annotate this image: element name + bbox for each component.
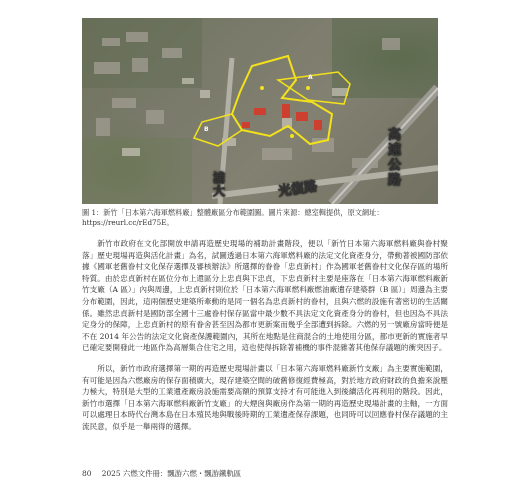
map-label-guangfu-road: 光復路	[277, 179, 319, 200]
aerial-photo	[82, 18, 438, 204]
zone-tag-b: B	[204, 126, 209, 133]
figure-caption: 圖 1：新竹「日本第六海軍燃料廠」整體廠區分布範圍圖。圖片來源：總室輯提供，原文網址：https://reurl.cc/rEd75E。	[82, 208, 384, 227]
aerial-map-figure	[82, 18, 438, 204]
zone-tag-a: A	[308, 74, 313, 81]
body-text	[82, 238, 448, 442]
page-footer	[82, 468, 241, 479]
paragraph: 所以，新竹市政府選擇第一期的再造歷史現場計畫以「日本第六海軍燃料廠新竹支廠」為主要實施範圍，有可能是因為六燃廠房的保存面積廣大，現存建築空間的破舊修復經費極高，對於地方政府財政的負擔來說壓力極大，特別是大型的工業遺產廠房設施需要高額的預算支持才有可能進入到後續活化再利用的階段。因此，新竹市選擇「日本第六海軍燃料廠新竹支廠」的大煙囪與廠房作為第一期的再造歷史現場計畫的主軸，一方面可以處理日本時代台灣本島在日本殖民地與戰後時期的工業遺產保存課題，也同時可以回應眷村保存議題的主流民意，似乎是一舉兩得的選擇。	[82, 363, 448, 431]
map-label-highway: 高速公路	[388, 128, 402, 188]
running-title: 2025 六燃文件冊：飄游六燃・飄游鐵軌區	[101, 469, 242, 478]
paragraph: 新竹市政府在文化部開放申請再造歷史現場的補助計畫階段，便以「新竹日本第六海軍燃料廠與眷村聚落」歷史現場再造與活化計畫」為名，試圖透過日本第六海軍燃料廠的法定文化資產身分，帶動著被國防部依據《國軍老舊眷村文化保存選擇及審核辦法》所選擇的眷眷「忠貞新村」作為國軍老舊眷村文化保存區的場所特質。由於忠貞新村在區位分布上還區分上忠貞與下忠貞，下忠貞新村主要是座落在「日本第六海軍燃料廠新竹支廠（A 區）」內與周邊，上忠貞新村則位於「日本第六海軍燃料廠燃油廠遺存建築群（B 區）」周邊為主要分布範圍，因此，這兩個歷史建築所牽動的是同一個名為忠貞新村的眷村，且與六燃的設施有著密切的生活關係。雖然忠貞新村是國防部全國十三處眷村保存區當中最少數不具法定文化資產身分的眷村，但也因為不具法定身分的保障，上忠貞新村的原有眷舍甚至因為都市更新案而幾乎全部遭到拆除。六燃的另一號廠房當時便是不在 2014 年公告的法定文化資產保護範圍內，其所在地點是住商混合的土地使用分區，都市更新的實施者早已確定要開發此一地區作為高層集合住宅之用，這也使得拆除著補機的事件混雜著其他保存議題的衝突因子。	[82, 239, 448, 353]
page-number: 80	[82, 469, 92, 478]
map-label-puda: 浦大	[213, 171, 226, 198]
